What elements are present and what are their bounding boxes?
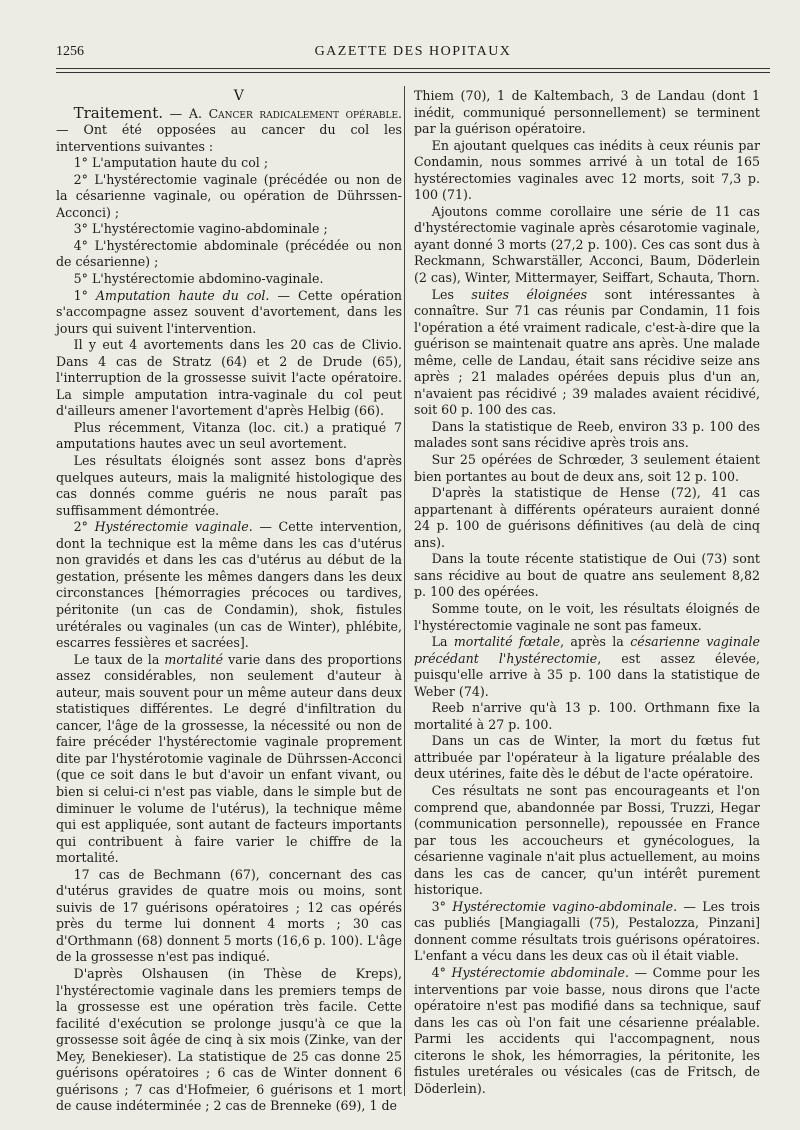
paragraph: D'après Olshausen (in Thèse de Kreps), l'hystérectomie vaginale dans les premiers temps de la grossesse est une opération très facile. Cette facilité d'exécution se prolonge jusqu'à ce que la grossesse soit âgée de cinq à six mois (Zinke, van der Mey, Benekieser). La statistique de 25 cas donne 25 guérisons opératoires ; 6 cas de Winter donnent 6 guérisons ; 7 cas d'Hofmeier, 6 guérisons et 1 mort de cause indéterminée ; 2 cas de Brenneke (69), 1 de bbox=[56, 965, 402, 1114]
vagino-abdominale-paragraph: 3° Hystérectomie vagino-abdominale. — Les trois cas publiés [Mangiagalli (75), Pestalozza, Pinzani] donnent comme résultats trois guérisons opératoires. L'enfant a vécu dans les deux cas où il était viable. bbox=[414, 898, 760, 964]
suites-paragraph: Les suites éloignées sont intéressantes à connaître. Sur 71 cas réunis par Condamin, 11 fois l'opération a été vraiment radicale, c'est-à-dire que la guérison se maintenait quatre ans après. Une malade même, celle de Landau, était sans récidive seize ans après ; 21 malades opérées depuis plus d'un an, n'avaient pas récidivé ; 39 malades avaient récidivé, soit 60 p. 100 des cas. bbox=[414, 286, 760, 418]
paragraph: En ajoutant quelques cas inédits à ceux réunis par Condamin, nous sommes arrivé à un total de 165 hystérectomies vaginales avec 12 morts, soit 7,3 p. 100 (71). bbox=[414, 137, 760, 203]
abdominale-paragraph: 4° Hystérectomie abdominale. — Comme pour les interventions par voie basse, nous dirons que l'acte opératoire n'est pas modifié dans sa technique, sauf dans les cas où l'on fait une césarienne préalable. Parmi les accidents qui l'accompagnent, nous citerons le shok, les hémorragies, la péritonite, les fistules uretérales ou vésicales (cas de Fritsch, de Döderlein). bbox=[414, 964, 760, 1096]
amputation-heading: Amputation haute du col. bbox=[95, 287, 270, 303]
section-number: V bbox=[233, 88, 244, 104]
paragraph: Reeb n'arrive qu'à 13 p. 100. Orthmann fixe la mortalité à 27 p. 100. bbox=[414, 700, 760, 732]
mortalite-paragraph: Le taux de la mortalité varie dans des proportions assez considérables, non seulement d'auteur à auteur, mais souvent pour un même auteur dans deux statistiques différentes. Le degré d'infiltration du cancer, l'âge de la grossesse, la nécessité ou non de faire précéder l'hystérectomie vaginale proprement dite par l'hystérotomie vaginale de Dührssen-Acconci (que ce soit dans le but d'avoir un enfant vivant, ou bien si celui-ci n'est pas viable, dans le simple but de diminuer le volume de l'utérus), la technique même qui est appliquée, sont autant de facteurs importants qui contribuent à faire varier le chiffre de la mortalité. bbox=[56, 651, 402, 866]
running-header bbox=[56, 44, 770, 64]
list-item: 2° L'hystérectomie vaginale (précédée ou non de la césarienne vaginale, ou opération de Dührssen-Acconci) ; bbox=[56, 171, 402, 220]
paragraph: Il y eut 4 avortements dans les 20 cas de Clivio. Dans 4 cas de Stratz (64) et 2 de Drude (65), l'interruption de la grossesse suivit l'acte opératoire. La simple amputation intra-vaginale du col peut d'ailleurs amener l'avortement d'après Helbig (66). bbox=[56, 337, 402, 419]
page-number: 1256 bbox=[56, 44, 84, 59]
vagino-abdominale-heading: Hystérectomie vagino-abdominale. bbox=[452, 898, 678, 914]
paragraph: Plus récemment, Vitanza (loc. cit.) a pratiqué 7 amputations hautes avec un seul avortement. bbox=[56, 419, 402, 452]
journal-title: GAZETTE DES HOPITAUX bbox=[314, 44, 512, 59]
list-item: 4° L'hystérectomie abdominale (précédée ou non de césarienne) ; bbox=[56, 237, 402, 270]
paragraph: Sur 25 opérées de Schrœder, 3 seulement étaient bien portantes au bout de deux ans, soit 12 p. 100. bbox=[414, 452, 760, 484]
left-column bbox=[56, 88, 402, 1115]
traitement-paragraph: Traitement. — A. Cancer radicalement opérable. — Ont été opposées au cancer du col les interventions suivantes : bbox=[56, 103, 402, 154]
vaginale-heading: Hystérectomie vaginale. bbox=[94, 519, 253, 535]
paragraph: Ces résultats ne sont pas encourageants et l'on comprend que, abandonnée par Bossi, Truzzi, Hegar (communication personnelle), repoussée en France par tous les accoucheurs et gynécologues, la césarienne vaginale n'ait plus actuellement, au moins dans les cas de cancer, qu'un intérêt purement historique. bbox=[414, 782, 760, 898]
paragraph: Thiem (70), 1 de Kaltembach, 3 de Landau (dont 1 inédit, communiqué personnellement) se terminent par la guérison opératoire. bbox=[414, 88, 760, 137]
amputation-paragraph: 1° Amputation haute du col. — Cette opération s'accompagne assez souvent d'avortement, dans les jours qui suivent l'intervention. bbox=[56, 287, 402, 336]
header-rule-double bbox=[56, 72, 770, 73]
list-item: 3° L'hystérectomie vagino-abdominale ; bbox=[73, 221, 328, 237]
traitement-label: Traitement. bbox=[73, 103, 164, 122]
mortalite-foetale-paragraph: La mortalité fœtale, après la césarienne vaginale précédant l'hystérectomie, est assez élevée, puisqu'elle arrive à 35 p. 100 dans la statistique de Weber (74). bbox=[414, 634, 761, 699]
vaginale-paragraph: 2° Hystérectomie vaginale. — Cette intervention, dont la technique est la même dans les cas d'utérus non gravidés et dans les cas d'utérus au début de la gestation, présente les mêmes dangers dans les deux circonstances [hémorragies précoces ou tardives, péritonite (un cas de Condamin), shok, fistules urétérales ou vaginales (un cas de Winter), phlébite, escarres fessières et sacrées]. bbox=[56, 519, 402, 651]
right-column bbox=[414, 88, 760, 1097]
paragraph: Ajoutons comme corollaire une série de 11 cas d'hystérectomie vaginale après césarotomie vaginale, ayant donné 3 morts (27,2 p. 100). Ces cas sont dus à Reckmann, Schwarställer, Acconci, Baum, Döderlein (2 cas), Winter, Mittermayer, Seiffart, Schauta, Thorn. bbox=[414, 203, 760, 286]
header-rule bbox=[56, 68, 770, 69]
paragraph: Dans la toute récente statistique de Oui (73) sont sans récidive au bout de quatre ans seulement 8,82 p. 100 des opérées. bbox=[414, 551, 760, 600]
paragraph: Dans la statistique de Reeb, environ 33 p. 100 des malades sont sans récidive après trois ans. bbox=[414, 418, 760, 451]
traitement-subtitle: Cancer radicalement opérable. bbox=[208, 105, 402, 121]
paragraph: Dans un cas de Winter, la mort du fœtus fut attribuée par l'opérateur à la ligature préalable des deux utérines, faite dès le début de l'acte opératoire. bbox=[414, 733, 760, 782]
paragraph: Somme toute, on le voit, les résultats éloignés de l'hystérectomie vaginale ne sont pas fameux. bbox=[414, 600, 760, 633]
paragraph: Les résultats éloignés sont assez bons d'après quelques auteurs, mais la malignité histologique des cas donnés comme guéris ne nous paraît pas suffisamment démontrée. bbox=[56, 453, 402, 518]
abdominale-heading: Hystérectomie abdominale. bbox=[451, 964, 629, 980]
column-divider bbox=[404, 86, 405, 1096]
paragraph: D'après la statistique de Hense (72), 41 cas appartenant à différents opérateurs auraient donné 24 p. 100 de guérisons définitives (au delà de cinq ans). bbox=[414, 485, 760, 550]
list-item: 5° L'hystérectomie abdomino-vaginale. bbox=[73, 271, 324, 287]
paragraph: 17 cas de Bechmann (67), concernant des cas d'utérus gravides de quatre mois ou moins, sont suivis de 17 guérisons opératoires ; 12 cas opérés près du terme lui donnent 4 morts ; 30 cas d'Orthmann (68) donnent 5 morts (16,6 p. 100). L'âge de la grossesse n'est pas indiqué. bbox=[56, 866, 402, 965]
list-item: 1° L'amputation haute du col ; bbox=[73, 155, 269, 171]
